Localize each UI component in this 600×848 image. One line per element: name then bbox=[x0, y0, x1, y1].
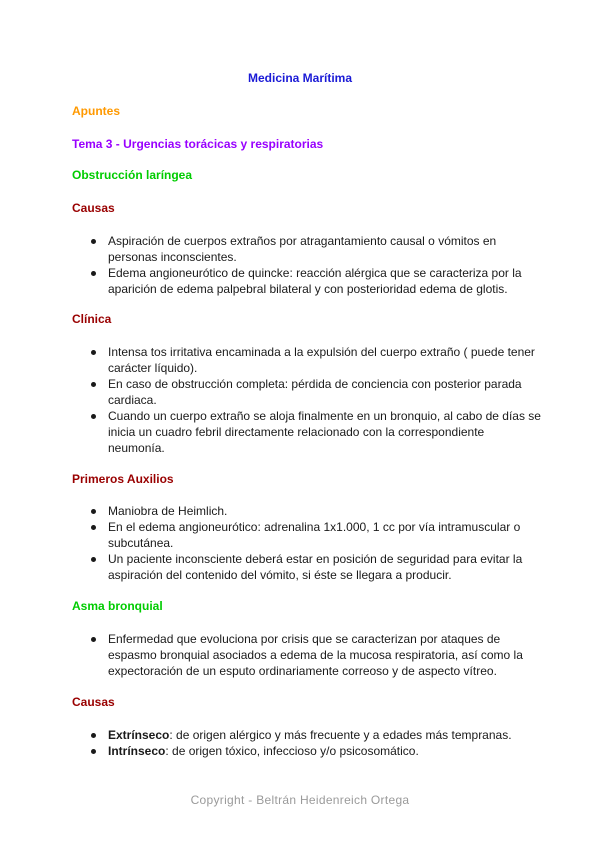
text-intrinseco: : de origen tóxico, infeccioso y/o psicosomático. bbox=[165, 744, 419, 758]
term-extrinseco: Extrínseco bbox=[108, 728, 170, 742]
heading-apuntes: Apuntes bbox=[72, 104, 120, 118]
heading-primeros-auxilios: Primeros Auxilios bbox=[72, 472, 174, 486]
list-causas-asma bbox=[72, 727, 542, 759]
heading-causas-asma: Causas bbox=[72, 695, 115, 709]
copyright-footer: Copyright - Beltrán Heidenreich Ortega bbox=[190, 793, 410, 807]
list-clinica bbox=[72, 344, 542, 456]
list-causas-obstruccion bbox=[72, 233, 542, 297]
list-item bbox=[72, 727, 542, 743]
list-item: Cuando un cuerpo extraño se aloja finalmente en un bronquio, al cabo de días se inicia un cuadro febril directamente relacionado con la correspondiente neumonía. bbox=[72, 408, 542, 456]
list-item: En caso de obstrucción completa: pérdida de conciencia con posterior parada cardiaca. bbox=[72, 376, 542, 408]
heading-causas-obstruccion: Causas bbox=[72, 201, 115, 215]
document-title: Medicina Marítima bbox=[247, 71, 353, 85]
list-item: Aspiración de cuerpos extraños por atragantamiento causal o vómitos en personas inconscientes. bbox=[72, 233, 542, 265]
list-primeros-auxilios bbox=[72, 503, 542, 583]
list-item: Un paciente inconsciente deberá estar en posición de seguridad para evitar la aspiración del contenido del vómito, si éste se llegara a producir. bbox=[72, 551, 542, 583]
term-intrinseco: Intrínseco bbox=[108, 744, 166, 758]
heading-tema: Tema 3 - Urgencias torácicas y respiratorias bbox=[72, 137, 324, 151]
heading-clinica: Clínica bbox=[72, 312, 112, 326]
heading-obstruccion: Obstrucción laríngea bbox=[72, 168, 193, 182]
list-item: Intensa tos irritativa encaminada a la expulsión del cuerpo extraño ( puede tener carácter líquido). bbox=[72, 344, 542, 376]
list-item bbox=[72, 743, 542, 759]
list-item: Maniobra de Heimlich. bbox=[72, 503, 542, 519]
text-extrinseco: : de origen alérgico y más frecuente y a edades más tempranas. bbox=[169, 728, 512, 742]
heading-asma: Asma bronquial bbox=[72, 599, 163, 613]
list-item: Enfermedad que evoluciona por crisis que se caracterizan por ataques de espasmo bronquial asociados a edema de la mucosa respiratoria, así como la expectoración de un esputo ordinariamente correoso y de aspecto vítreo. bbox=[72, 631, 542, 679]
list-item: En el edema angioneurótico: adrenalina 1x1.000, 1 cc por vía intramuscular o subcutánea. bbox=[72, 519, 542, 551]
list-asma bbox=[72, 631, 542, 679]
list-item: Edema angioneurótico de quincke: reacción alérgica que se caracteriza por la aparición de edema palpebral bilateral y con posterioridad edema de glotis. bbox=[72, 265, 542, 297]
